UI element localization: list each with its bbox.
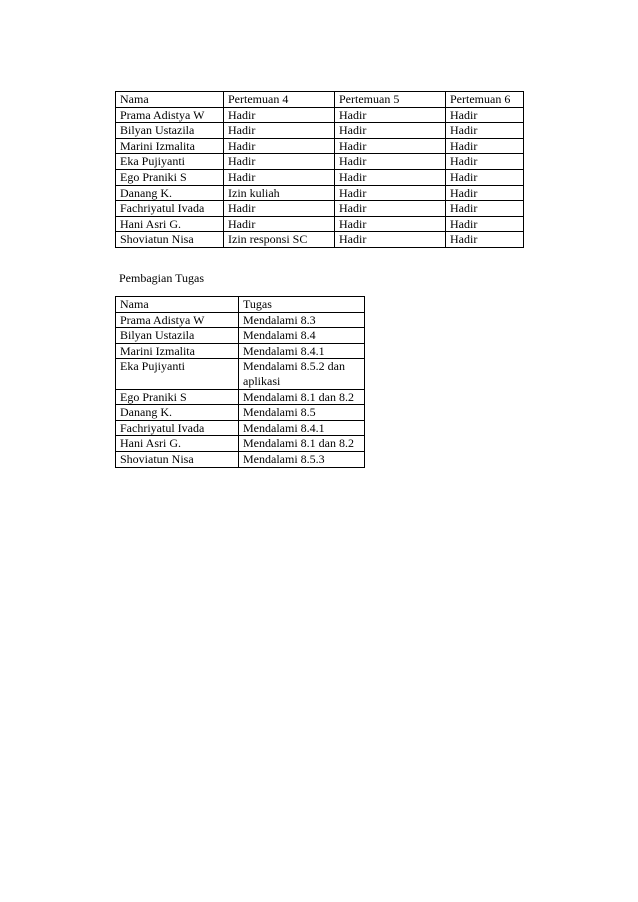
- attendance-status-cell: Hadir: [335, 185, 446, 201]
- attendance-header-cell: Pertemuan 6: [446, 92, 524, 108]
- student-name-cell: Hani Asri G.: [116, 436, 239, 452]
- task-cell: Mendalami 8.5: [239, 405, 365, 421]
- student-name-cell: Danang K.: [116, 405, 239, 421]
- task-cell: Mendalami 8.4.1: [239, 343, 365, 359]
- attendance-status-cell: Hadir: [446, 201, 524, 217]
- table-row: [116, 201, 524, 217]
- attendance-status-cell: Hadir: [446, 232, 524, 248]
- attendance-status-cell: Hadir: [224, 201, 335, 217]
- task-cell: Mendalami 8.4.1: [239, 420, 365, 436]
- student-name-cell: Shoviatun Nisa: [116, 451, 239, 467]
- table-row: [116, 328, 365, 344]
- attendance-status-cell: Hadir: [224, 154, 335, 170]
- task-cell: Mendalami 8.1 dan 8.2: [239, 389, 365, 405]
- attendance-status-cell: Hadir: [224, 107, 335, 123]
- student-name-cell: Bilyan Ustazila: [116, 328, 239, 344]
- tasks-table: [115, 296, 365, 468]
- tasks-section-title: Pembagian Tugas: [119, 271, 205, 285]
- student-name-cell: Marini Izmalita: [116, 138, 224, 154]
- table-row: [116, 389, 365, 405]
- attendance-status-cell: Hadir: [224, 138, 335, 154]
- attendance-status-cell: Hadir: [446, 138, 524, 154]
- task-cell: Mendalami 8.4: [239, 328, 365, 344]
- task-cell: Mendalami 8.5.3: [239, 451, 365, 467]
- attendance-table-body: [116, 92, 524, 248]
- task-cell: Mendalami 8.1 dan 8.2: [239, 436, 365, 452]
- table-row: [116, 436, 365, 452]
- task-cell: Mendalami 8.5.2 dan aplikasi: [239, 359, 365, 389]
- table-row: [116, 107, 524, 123]
- attendance-status-cell: Hadir: [446, 123, 524, 139]
- table-row: [116, 138, 524, 154]
- task-cell: Mendalami 8.3: [239, 312, 365, 328]
- attendance-status-cell: Hadir: [224, 123, 335, 139]
- attendance-status-cell: Hadir: [335, 138, 446, 154]
- attendance-status-cell: Hadir: [224, 216, 335, 232]
- attendance-header-cell: Pertemuan 4: [224, 92, 335, 108]
- attendance-status-cell: Izin responsi SC: [224, 232, 335, 248]
- attendance-status-cell: Hadir: [446, 154, 524, 170]
- attendance-status-cell: Hadir: [335, 201, 446, 217]
- attendance-header-cell: Pertemuan 5: [335, 92, 446, 108]
- table-row: [116, 185, 524, 201]
- attendance-status-cell: Izin kuliah: [224, 185, 335, 201]
- student-name-cell: Bilyan Ustazila: [116, 123, 224, 139]
- attendance-table: [115, 91, 524, 248]
- student-name-cell: Eka Pujiyanti: [116, 359, 239, 389]
- attendance-status-cell: Hadir: [335, 169, 446, 185]
- table-row: [116, 359, 365, 389]
- attendance-status-cell: Hadir: [335, 123, 446, 139]
- attendance-status-cell: Hadir: [446, 107, 524, 123]
- attendance-header-row: [116, 92, 524, 108]
- attendance-status-cell: Hadir: [446, 216, 524, 232]
- table-row: [116, 154, 524, 170]
- student-name-cell: Ego Praniki S: [116, 169, 224, 185]
- attendance-status-cell: Hadir: [335, 107, 446, 123]
- tasks-table-body: [116, 297, 365, 468]
- attendance-status-cell: Hadir: [446, 185, 524, 201]
- tasks-header-row: [116, 297, 365, 313]
- attendance-status-cell: Hadir: [446, 169, 524, 185]
- table-row: [116, 420, 365, 436]
- student-name-cell: Ego Praniki S: [116, 389, 239, 405]
- student-name-cell: Eka Pujiyanti: [116, 154, 224, 170]
- table-row: [116, 123, 524, 139]
- attendance-status-cell: Hadir: [335, 154, 446, 170]
- table-row: [116, 312, 365, 328]
- student-name-cell: Marini Izmalita: [116, 343, 239, 359]
- table-row: [116, 451, 365, 467]
- student-name-cell: Danang K.: [116, 185, 224, 201]
- attendance-status-cell: Hadir: [335, 216, 446, 232]
- attendance-status-cell: Hadir: [335, 232, 446, 248]
- table-row: [116, 169, 524, 185]
- student-name-cell: Prama Adistya W: [116, 312, 239, 328]
- tasks-header-cell: Tugas: [239, 297, 365, 313]
- student-name-cell: Prama Adistya W: [116, 107, 224, 123]
- student-name-cell: Fachriyatul Ivada: [116, 420, 239, 436]
- attendance-status-cell: Hadir: [224, 169, 335, 185]
- student-name-cell: Shoviatun Nisa: [116, 232, 224, 248]
- tasks-header-cell: Nama: [116, 297, 239, 313]
- table-row: [116, 216, 524, 232]
- table-row: [116, 232, 524, 248]
- table-row: [116, 343, 365, 359]
- student-name-cell: Fachriyatul Ivada: [116, 201, 224, 217]
- attendance-header-cell: Nama: [116, 92, 224, 108]
- student-name-cell: Hani Asri G.: [116, 216, 224, 232]
- table-row: [116, 405, 365, 421]
